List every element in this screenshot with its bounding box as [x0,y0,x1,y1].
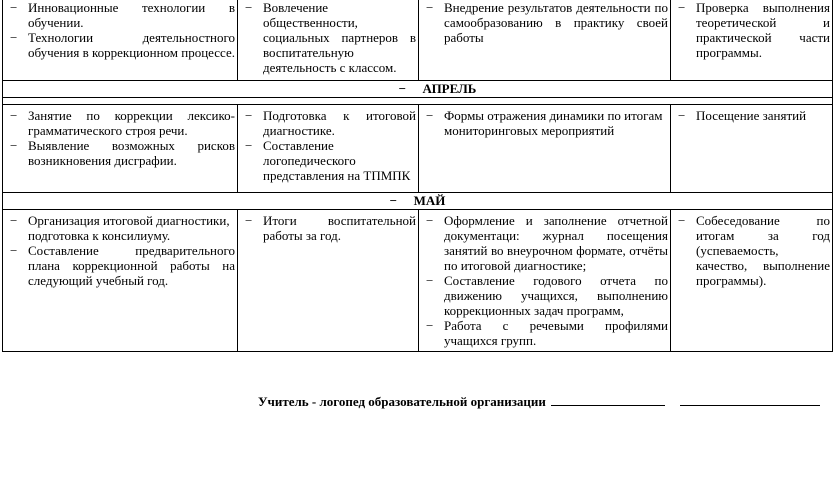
list-item: − Технологии деятельностного обучения в коррекционном процессе. [9,30,235,60]
list-item: − Подготовка к итоговой диагностике. [244,108,416,138]
section-title-may: МАЙ [413,193,446,208]
table-cell [3,105,238,193]
table-cell [419,210,671,352]
list-item: − Внедрение результатов деятельности по самообразованию в практику своей работы [425,0,668,45]
list-item: − Работа с речевыми профилями учащихся групп. [425,318,668,348]
section-row-april [3,81,833,98]
section-dash: − [398,81,406,96]
list-item: − Организация итоговой диагностики, подготовка к консилиуму. [9,213,235,243]
bullet-list [9,0,235,60]
table-cell [238,105,419,193]
table-cell [419,0,671,81]
bullet-list [425,108,668,138]
bullet-list [425,0,668,45]
signature-blank [551,393,665,406]
section-row-may [3,193,833,210]
spacer-row [3,98,833,105]
table-cell [419,105,671,193]
bullet-list [244,213,416,243]
table-cell [3,210,238,352]
bullet-list [677,108,830,123]
list-item: − Оформление и заполнение отчетной документаци: журнал посещения занятий во внеурочном формате, отчёты по итоговой диагностике; [425,213,668,273]
table-cell [3,0,238,81]
work-plan-table [2,0,833,352]
bullet-list [677,0,830,60]
list-item: − Проверка выполнения теоретической и практической части программы. [677,0,830,60]
list-item: − Вовлечение общественности, социальных партнеров в воспитательную деятельность с классом. [244,0,416,75]
table-cell [238,0,419,81]
bullet-list [9,213,235,288]
table-row [3,0,833,81]
list-item: − Выявление возможных рисков возникновения дисграфии. [9,138,235,168]
section-header-april [3,81,833,98]
name-blank [680,393,820,406]
table-cell [671,105,833,193]
bullet-list [677,213,830,288]
table-cell [671,0,833,81]
table-row [3,210,833,352]
list-item: − Формы отражения динамики по итогам мониторинговых мероприятий [425,108,668,138]
list-item: − Итоги воспитательной работы за год. [244,213,416,243]
list-item: − Занятие по коррекции лексико-грамматического строя речи. [9,108,235,138]
bullet-list [9,108,235,168]
table-cell [238,210,419,352]
table-cell [671,210,833,352]
list-item: − Составление годового отчета по движению учащихся, выполнению коррекционных задач программ, [425,273,668,318]
list-item: − Посещение занятий [677,108,830,123]
bullet-list [244,108,416,183]
signature-line [258,393,820,410]
list-item: − Составление предварительного плана коррекционной работы на следующий учебный год. [9,243,235,288]
bullet-list [244,0,416,75]
bullet-list [425,213,668,348]
section-dash: − [389,193,398,208]
list-item: − Собеседование по итогам за год (успеваемость, качество, выполнение программы). [677,213,830,288]
table-row [3,105,833,193]
list-item: − Составление логопедического представления на ТПМПК [244,138,416,183]
section-title-april: АПРЕЛЬ [422,81,477,96]
list-item: − Инновационные технологии в обучении. [9,0,235,30]
section-header-may [3,193,833,210]
signature-label: Учитель - логопед образовательной организации [258,394,546,409]
spacer-cell [3,98,833,105]
